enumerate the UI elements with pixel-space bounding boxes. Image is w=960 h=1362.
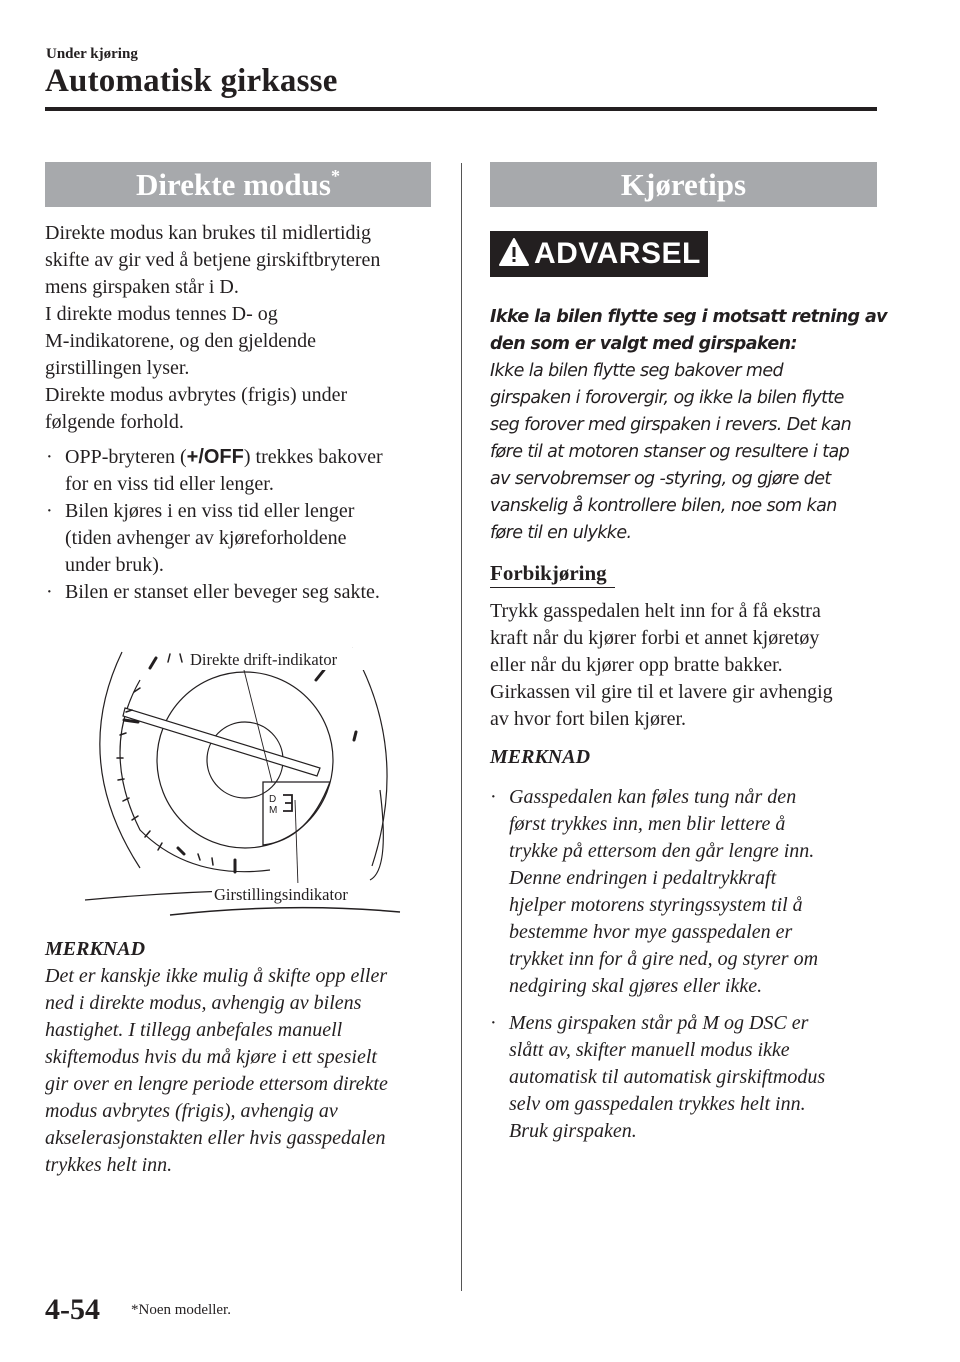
warning-line: girspaken i forovergir, og ikke la bilen flytte bbox=[490, 388, 844, 408]
subheading-underline bbox=[490, 587, 615, 588]
column-divider bbox=[461, 163, 462, 1291]
note-line: ned i direkte modus, avhengig av bilens bbox=[45, 992, 362, 1014]
warning-line: føre til at motoren stanser og resultere i tap bbox=[490, 442, 850, 462]
text-line: eller når du kjører opp bratte bakker. bbox=[490, 654, 783, 676]
page-title: Automatisk girkasse bbox=[45, 63, 338, 99]
text-line: Direkte modus avbrytes (frigis) under bbox=[45, 384, 348, 406]
list-item: · OPP-bryteren (+/OFF) trekkes bakover for en viss tid eller lenger. bbox=[46, 444, 436, 498]
text-line: M-indikatorene, og den gjeldende bbox=[45, 330, 317, 352]
warning-line: av servobremser og -styring, og gjøre det bbox=[490, 469, 831, 489]
driving-tips-heading: Kjøretips bbox=[490, 162, 877, 207]
note-title: MERKNAD bbox=[490, 746, 591, 768]
warning-line: vanskelig å kontrollere bilen, noe som kan bbox=[490, 496, 837, 516]
warning-badge bbox=[490, 231, 708, 277]
warning-line: Ikke la bilen flytte seg bakover med bbox=[490, 361, 784, 381]
list-item: · Bilen kjøres i en viss tid eller lenger (tiden avhenger av kjøreforholdene under bruk). bbox=[46, 498, 436, 579]
indicator-m: M bbox=[269, 805, 278, 816]
gear-position-digit bbox=[283, 795, 292, 811]
direct-mode-heading-text: Direkte modus bbox=[136, 167, 331, 202]
text-line: mens girspaken står i D. bbox=[45, 276, 239, 298]
note-line: trykkes helt inn. bbox=[45, 1154, 173, 1176]
text-line: girstillingen lyser. bbox=[45, 357, 190, 379]
bullet-text: Gasspedalen kan føles tung når den først trykkes inn, men blir lettere å trykke på ettersom den går lengre inn. Denne endringen i pedaltrykkraft hjelper motorens styringssystem til å bestemme hvor mye gasspedalen er trykket inn for å gire ned, og styrer om nedgiring skal gjøres eller ikke. bbox=[509, 786, 819, 997]
bullet-text: OPP-bryteren ( bbox=[65, 446, 187, 468]
gauge-outer-right-arc bbox=[352, 648, 387, 866]
text-line: kraft når du kjører forbi et annet kjøretøy bbox=[490, 627, 820, 649]
leader-line bbox=[295, 800, 298, 886]
title-rule bbox=[45, 107, 877, 111]
warning-label: ADVARSEL bbox=[534, 237, 701, 270]
overtaking-paragraph bbox=[490, 598, 885, 733]
text-line: Trykk gasspedalen helt inn for å få ekstra bbox=[490, 600, 821, 622]
list-item: · Gasspedalen kan føles tung når den først trykkes inn, men blir lettere å trykke på ettersom den går lengre inn. Denne endringen i pedaltrykkraft hjelper motorens styringssystem til å bestemme hvor mye gasspedalen er trykket inn for å gire ned, og styrer om nedgiring skal gjøres eller ikke. bbox=[490, 784, 880, 1000]
text-line: av hvor fort bilen kjører. bbox=[490, 708, 687, 730]
indicator-d: D bbox=[269, 794, 277, 805]
text-line: skifte av gir ved å betjene girskiftbryteren bbox=[45, 249, 381, 271]
gauge-illustration bbox=[80, 640, 440, 920]
bullet-text: for en viss tid eller lenger. bbox=[65, 473, 274, 495]
text-line: Girkassen vil gire til et lavere gir avhengig bbox=[490, 681, 833, 703]
direct-drive-indicator-label: Direkte drift-indikator bbox=[190, 650, 338, 669]
list-item: · Mens girspaken står på M og DSC er slått av, skifter manuell modus ikke automatisk til automatisk girskiftmodus selv om gasspedalen trykkes helt inn. Bruk girspaken. bbox=[490, 1010, 880, 1145]
note-line: modus avbrytes (frigis), avhengig av bbox=[45, 1100, 338, 1122]
text-line: Direkte modus kan brukes til midlertidig bbox=[45, 222, 372, 244]
warning-text bbox=[490, 304, 887, 547]
bullet-text: (tiden avhenger av kjøreforholdene bbox=[65, 527, 347, 549]
note-line: gir over en lengre periode ettersom direkte bbox=[45, 1073, 388, 1095]
note-line: hastighet. I tillegg anbefales manuell bbox=[45, 1019, 343, 1041]
note-line: akselerasjonstakten eller hvis gasspedalen bbox=[45, 1127, 386, 1149]
bullet-text: Bilen kjøres i en viss tid eller lenger bbox=[65, 500, 355, 522]
bullet-text: Bilen er stanset eller beveger seg sakte. bbox=[65, 581, 380, 603]
bullet-text: Mens girspaken står på M og DSC er slått av, skifter manuell modus ikke automatisk til automatisk girskiftmodus selv om gasspedalen trykkes helt inn. Bruk girspaken. bbox=[509, 1012, 826, 1142]
gauge-needle bbox=[123, 708, 320, 776]
direct-mode-heading bbox=[45, 162, 431, 207]
warning-bold-line: Ikke la bilen flytte seg i motsatt retning av bbox=[490, 307, 887, 327]
warning-bold-line: den som er valgt med girspaken: bbox=[490, 334, 797, 354]
overtaking-subheading: Forbikjøring bbox=[490, 561, 607, 585]
list-item: · Bilen er stanset eller beveger seg sakte. bbox=[46, 579, 436, 606]
bullet-text: ) trekkes bakover bbox=[243, 446, 383, 468]
gauge-bottom-swoosh bbox=[170, 908, 400, 915]
plus-off-switch-symbol: +/OFF bbox=[186, 446, 244, 468]
text-line: følgende forhold. bbox=[45, 411, 184, 433]
page-number: 4-54 bbox=[45, 1293, 100, 1326]
bullet-text: under bruk). bbox=[65, 554, 164, 576]
gauge-side-wing bbox=[370, 790, 383, 880]
note-line: skiftemodus hvis du må kjøre i ett spesielt bbox=[45, 1046, 377, 1068]
section-label: Under kjøring bbox=[46, 46, 138, 62]
direct-mode-paragraph bbox=[45, 220, 435, 436]
leader-line bbox=[243, 666, 272, 782]
note-title: MERKNAD bbox=[45, 938, 146, 960]
gauge-dial-arc bbox=[120, 680, 270, 872]
warning-line: seg forover med girspaken i revers. Det kan bbox=[490, 415, 852, 435]
footnote: *Noen modeller. bbox=[131, 1302, 231, 1318]
footnote-marker: * bbox=[330, 166, 340, 186]
text-line: I direkte modus tennes D- og bbox=[45, 303, 278, 325]
gear-position-indicator-label: Girstillingsindikator bbox=[214, 885, 348, 904]
warning-triangle-icon bbox=[498, 237, 530, 267]
note-block bbox=[45, 936, 435, 1179]
note-line: Det er kanskje ikke mulig å skifte opp eller bbox=[45, 965, 388, 987]
warning-line: føre til en ulykke. bbox=[490, 523, 632, 543]
